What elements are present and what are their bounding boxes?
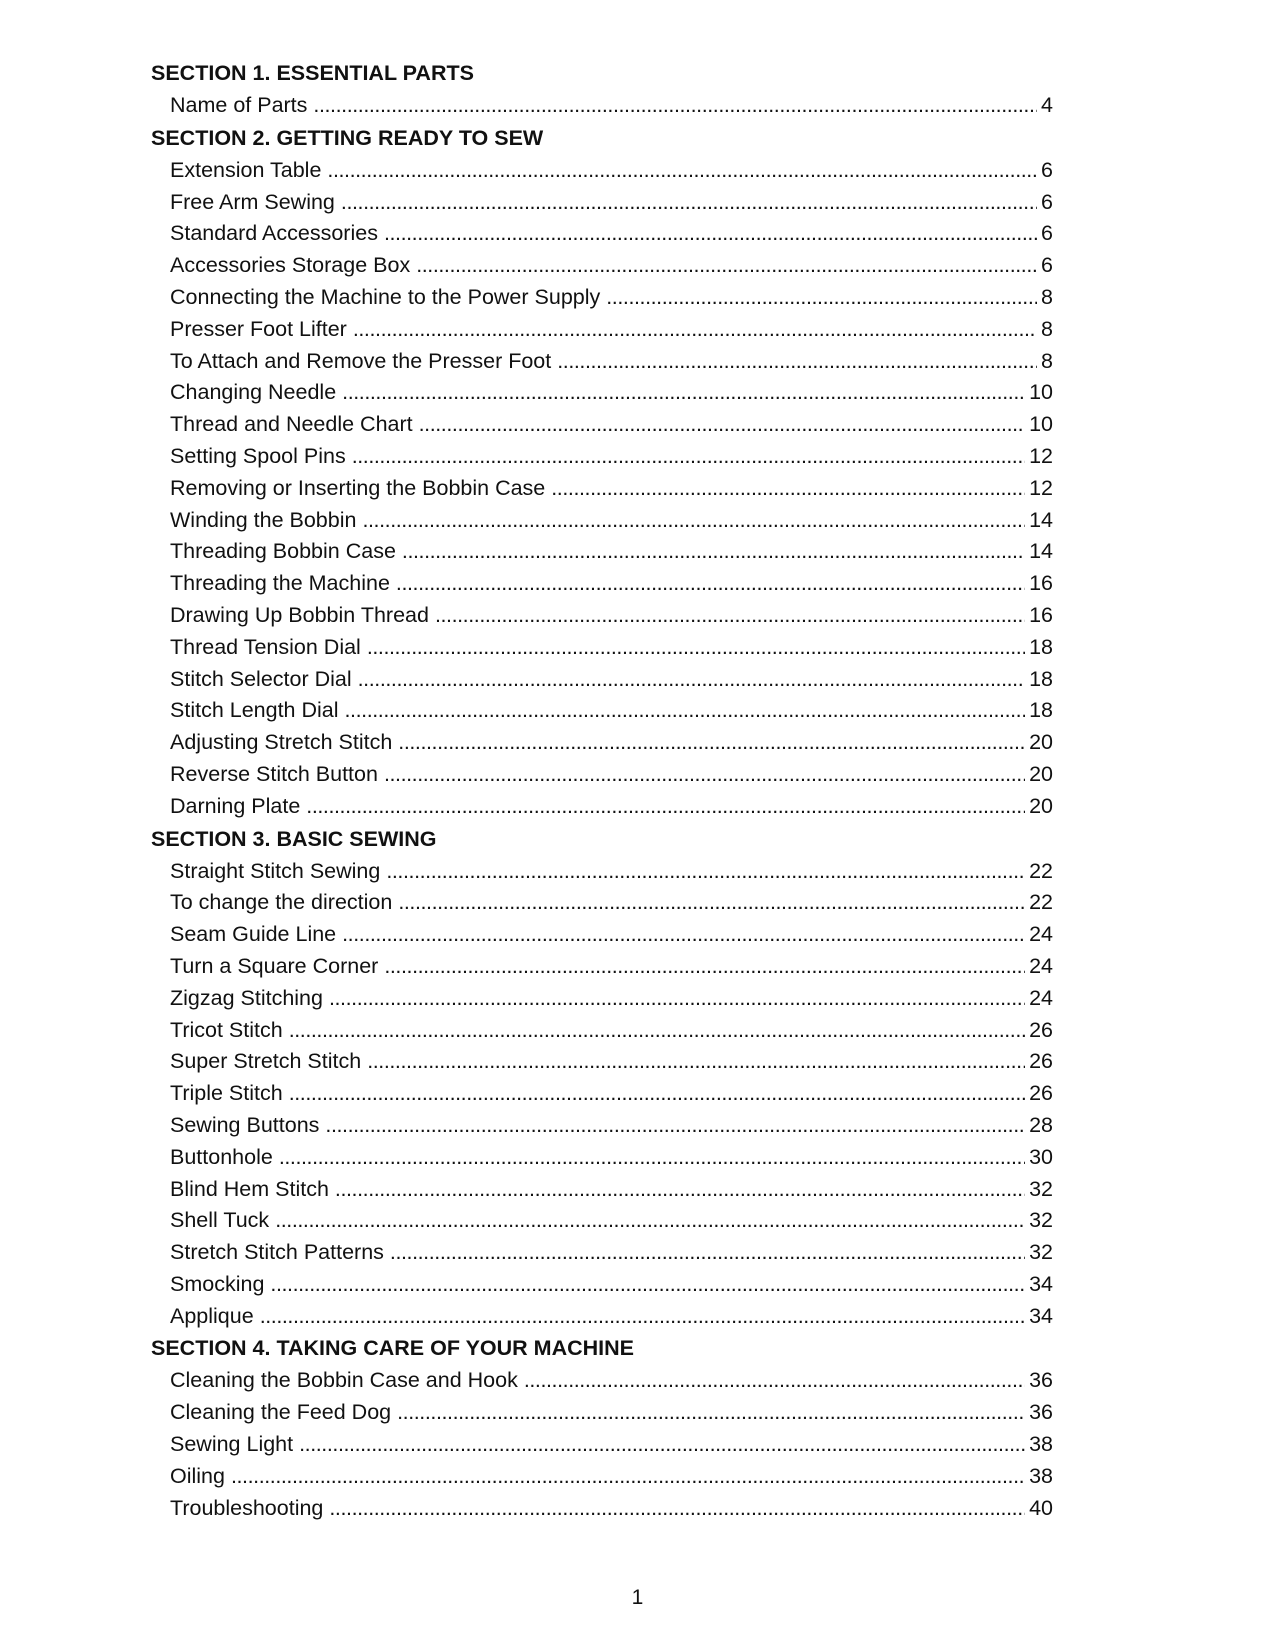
page-number: 1 bbox=[631, 1586, 644, 1609]
toc-entry bbox=[151, 1397, 1053, 1429]
dot-leader bbox=[396, 568, 1025, 600]
toc-entry bbox=[151, 791, 1053, 823]
entry-page-number: 38 bbox=[1029, 1432, 1053, 1457]
entry-page-number: 20 bbox=[1029, 761, 1053, 786]
entry-title: Darning Plate bbox=[170, 793, 301, 818]
dot-leader bbox=[275, 1205, 1025, 1237]
dot-leader bbox=[416, 250, 1037, 282]
dot-leader bbox=[289, 1015, 1025, 1047]
dot-leader bbox=[353, 314, 1037, 346]
dot-leader bbox=[329, 983, 1025, 1015]
entry-title: Blind Hem Stitch bbox=[170, 1176, 329, 1201]
entry-page-number: 20 bbox=[1029, 730, 1053, 755]
dot-leader bbox=[329, 1493, 1025, 1525]
dot-leader bbox=[335, 1174, 1025, 1206]
entry-page-number: 34 bbox=[1029, 1271, 1053, 1296]
entry-page-number: 22 bbox=[1029, 890, 1053, 915]
toc-entry bbox=[151, 1015, 1053, 1047]
toc-entry bbox=[151, 1269, 1053, 1301]
toc-section bbox=[151, 57, 1053, 122]
entry-title: Free Arm Sewing bbox=[170, 189, 335, 214]
entry-title: Threading Bobbin Case bbox=[170, 539, 396, 564]
dot-leader bbox=[384, 951, 1025, 983]
entry-page-number: 36 bbox=[1029, 1368, 1053, 1393]
toc-entry bbox=[151, 218, 1053, 250]
entry-page-number: 10 bbox=[1029, 380, 1053, 405]
entry-page-number: 8 bbox=[1041, 316, 1053, 341]
entry-title: Name of Parts bbox=[170, 93, 308, 117]
toc-entry bbox=[151, 951, 1053, 983]
entry-title: Buttonhole bbox=[170, 1144, 273, 1169]
dot-leader bbox=[384, 218, 1037, 250]
entry-page-number: 6 bbox=[1041, 189, 1053, 214]
entry-title: Smocking bbox=[170, 1271, 265, 1296]
toc-entry bbox=[151, 314, 1053, 346]
toc-entry bbox=[151, 1205, 1053, 1237]
dot-leader bbox=[260, 1301, 1025, 1333]
toc-entry bbox=[151, 919, 1053, 951]
entry-title: Sewing Light bbox=[170, 1432, 294, 1457]
dot-leader bbox=[367, 1046, 1025, 1078]
dot-leader bbox=[398, 727, 1025, 759]
toc-entry bbox=[151, 568, 1053, 600]
toc-entry bbox=[151, 983, 1053, 1015]
entry-page-number: 38 bbox=[1029, 1463, 1053, 1488]
dot-leader bbox=[342, 919, 1025, 951]
entry-title: Stitch Length Dial bbox=[170, 698, 339, 723]
entry-page-number: 14 bbox=[1029, 539, 1053, 564]
entry-title: Accessories Storage Box bbox=[170, 253, 411, 278]
entry-page-number: 18 bbox=[1029, 666, 1053, 691]
entry-page-number: 26 bbox=[1029, 1081, 1053, 1106]
entry-page-number: 22 bbox=[1029, 858, 1053, 883]
entry-title: Threading the Machine bbox=[170, 571, 390, 596]
entry-page-number: 6 bbox=[1041, 157, 1053, 182]
dot-leader bbox=[299, 1429, 1025, 1461]
toc-entry bbox=[151, 90, 1053, 122]
dot-leader bbox=[386, 856, 1025, 888]
toc-entry bbox=[151, 695, 1053, 727]
dot-leader bbox=[524, 1365, 1025, 1397]
toc-entry bbox=[151, 250, 1053, 282]
dot-leader bbox=[551, 473, 1025, 505]
dot-leader bbox=[306, 791, 1025, 823]
dot-leader bbox=[352, 441, 1025, 473]
toc-section bbox=[151, 823, 1053, 1333]
entry-title: Triple Stitch bbox=[170, 1081, 283, 1106]
toc-entry bbox=[151, 1461, 1053, 1493]
toc-entry bbox=[151, 155, 1053, 187]
dot-leader bbox=[367, 632, 1025, 664]
toc-entry bbox=[151, 346, 1053, 378]
entry-page-number: 32 bbox=[1029, 1240, 1053, 1265]
dot-leader bbox=[402, 536, 1025, 568]
entry-page-number: 18 bbox=[1029, 698, 1053, 723]
entry-page-number: 24 bbox=[1029, 985, 1053, 1010]
toc-entry bbox=[151, 1493, 1053, 1525]
toc-entry bbox=[151, 505, 1053, 537]
toc-entry bbox=[151, 377, 1053, 409]
dot-leader bbox=[327, 155, 1037, 187]
toc-entry bbox=[151, 1365, 1053, 1397]
entry-title: Applique bbox=[170, 1303, 254, 1328]
toc-entry bbox=[151, 473, 1053, 505]
entry-page-number: 12 bbox=[1029, 443, 1053, 468]
toc-entry bbox=[151, 664, 1053, 696]
toc-entry bbox=[151, 282, 1053, 314]
toc-entry bbox=[151, 1046, 1053, 1078]
entry-title: Reverse Stitch Button bbox=[170, 761, 378, 786]
toc-entry bbox=[151, 600, 1053, 632]
entry-page-number: 30 bbox=[1029, 1144, 1053, 1169]
dot-leader bbox=[289, 1078, 1025, 1110]
entry-title: Stretch Stitch Patterns bbox=[170, 1240, 384, 1265]
toc-entry bbox=[151, 887, 1053, 919]
toc-entry bbox=[151, 441, 1053, 473]
entry-title: Super Stretch Stitch bbox=[170, 1049, 362, 1074]
entry-page-number: 20 bbox=[1029, 793, 1053, 818]
dot-leader bbox=[270, 1269, 1025, 1301]
toc-entry bbox=[151, 187, 1053, 219]
section-heading: SECTION 3. BASIC SEWING bbox=[151, 826, 437, 851]
dot-leader bbox=[557, 346, 1037, 378]
entry-page-number: 36 bbox=[1029, 1400, 1053, 1425]
dot-leader bbox=[419, 409, 1025, 441]
toc-entry bbox=[151, 1142, 1053, 1174]
dot-leader bbox=[384, 759, 1025, 791]
entry-page-number: 16 bbox=[1029, 602, 1053, 627]
dot-leader bbox=[279, 1142, 1025, 1174]
entry-page-number: 6 bbox=[1041, 253, 1053, 278]
entry-title: Cleaning the Feed Dog bbox=[170, 1400, 392, 1425]
entry-title: To Attach and Remove the Presser Foot bbox=[170, 348, 552, 373]
toc-entry bbox=[151, 1237, 1053, 1269]
toc-entry bbox=[151, 1078, 1053, 1110]
toc-entry bbox=[151, 1174, 1053, 1206]
entry-title: Cleaning the Bobbin Case and Hook bbox=[170, 1368, 518, 1393]
toc-entry bbox=[151, 856, 1053, 888]
entry-title: Turn a Square Corner bbox=[170, 953, 379, 978]
dot-leader bbox=[345, 695, 1026, 727]
entry-title: Winding the Bobbin bbox=[170, 507, 357, 532]
entry-title: Drawing Up Bobbin Thread bbox=[170, 602, 429, 627]
entry-title: Stitch Selector Dial bbox=[170, 666, 352, 691]
entry-page-number: 10 bbox=[1029, 412, 1053, 437]
toc-entry bbox=[151, 1110, 1053, 1142]
dot-leader bbox=[358, 664, 1025, 696]
entry-page-number: 40 bbox=[1029, 1495, 1053, 1520]
dot-leader bbox=[341, 187, 1037, 219]
toc-entry bbox=[151, 727, 1053, 759]
entry-page-number: 14 bbox=[1029, 507, 1053, 532]
dot-leader bbox=[362, 505, 1025, 537]
entry-page-number: 24 bbox=[1029, 922, 1053, 947]
entry-title: Troubleshooting bbox=[170, 1495, 324, 1520]
dot-leader bbox=[325, 1110, 1025, 1142]
toc-entry bbox=[151, 1429, 1053, 1461]
entry-page-number: 28 bbox=[1029, 1112, 1053, 1137]
entry-page-number: 16 bbox=[1029, 571, 1053, 596]
entry-title: Standard Accessories bbox=[170, 221, 378, 246]
entry-title: Connecting the Machine to the Power Supply bbox=[170, 284, 601, 309]
entry-title: Straight Stitch Sewing bbox=[170, 858, 381, 883]
entry-page-number: 8 bbox=[1041, 284, 1053, 309]
toc-entry bbox=[151, 759, 1053, 791]
entry-page-number: 26 bbox=[1029, 1017, 1053, 1042]
entry-page-number: 6 bbox=[1041, 221, 1053, 246]
dot-leader bbox=[606, 282, 1037, 314]
entry-page-number: 12 bbox=[1029, 475, 1053, 500]
section-heading: SECTION 2. GETTING READY TO SEW bbox=[151, 125, 544, 150]
entry-title: Zigzag Stitching bbox=[170, 985, 323, 1010]
table-of-contents bbox=[151, 57, 1053, 1524]
toc-section bbox=[151, 1332, 1053, 1524]
dot-leader bbox=[435, 600, 1025, 632]
dot-leader bbox=[342, 377, 1025, 409]
entry-title: Removing or Inserting the Bobbin Case bbox=[170, 475, 546, 500]
entry-page-number: 32 bbox=[1029, 1176, 1053, 1201]
entry-title: Seam Guide Line bbox=[170, 922, 337, 947]
entry-title: To change the direction bbox=[170, 890, 393, 915]
entry-page-number: 4 bbox=[1041, 93, 1053, 117]
entry-title: Thread Tension Dial bbox=[170, 634, 361, 659]
entry-title: Changing Needle bbox=[170, 380, 337, 405]
dot-leader bbox=[231, 1461, 1025, 1493]
entry-page-number: 34 bbox=[1029, 1303, 1053, 1328]
entry-page-number: 26 bbox=[1029, 1049, 1053, 1074]
dot-leader bbox=[397, 1397, 1025, 1429]
entry-title: Sewing Buttons bbox=[170, 1112, 320, 1137]
section-heading: SECTION 1. ESSENTIAL PARTS bbox=[151, 61, 474, 85]
entry-title: Thread and Needle Chart bbox=[170, 412, 413, 437]
entry-page-number: 32 bbox=[1029, 1208, 1053, 1233]
dot-leader bbox=[398, 887, 1025, 919]
entry-page-number: 18 bbox=[1029, 634, 1053, 659]
entry-page-number: 24 bbox=[1029, 953, 1053, 978]
entry-title: Oiling bbox=[170, 1463, 225, 1488]
entry-title: Adjusting Stretch Stitch bbox=[170, 730, 393, 755]
dot-leader bbox=[390, 1237, 1025, 1269]
entry-title: Tricot Stitch bbox=[170, 1017, 283, 1042]
entry-title: Setting Spool Pins bbox=[170, 443, 346, 468]
toc-entry bbox=[151, 1301, 1053, 1333]
toc-entry bbox=[151, 632, 1053, 664]
dot-leader bbox=[313, 90, 1037, 122]
section-heading: SECTION 4. TAKING CARE OF YOUR MACHINE bbox=[151, 1336, 634, 1361]
toc-entry bbox=[151, 409, 1053, 441]
entry-page-number: 8 bbox=[1041, 348, 1053, 373]
entry-title: Shell Tuck bbox=[170, 1208, 270, 1233]
entry-title: Extension Table bbox=[170, 157, 322, 182]
toc-entry bbox=[151, 536, 1053, 568]
entry-title: Presser Foot Lifter bbox=[170, 316, 347, 341]
toc-section bbox=[151, 122, 1053, 823]
